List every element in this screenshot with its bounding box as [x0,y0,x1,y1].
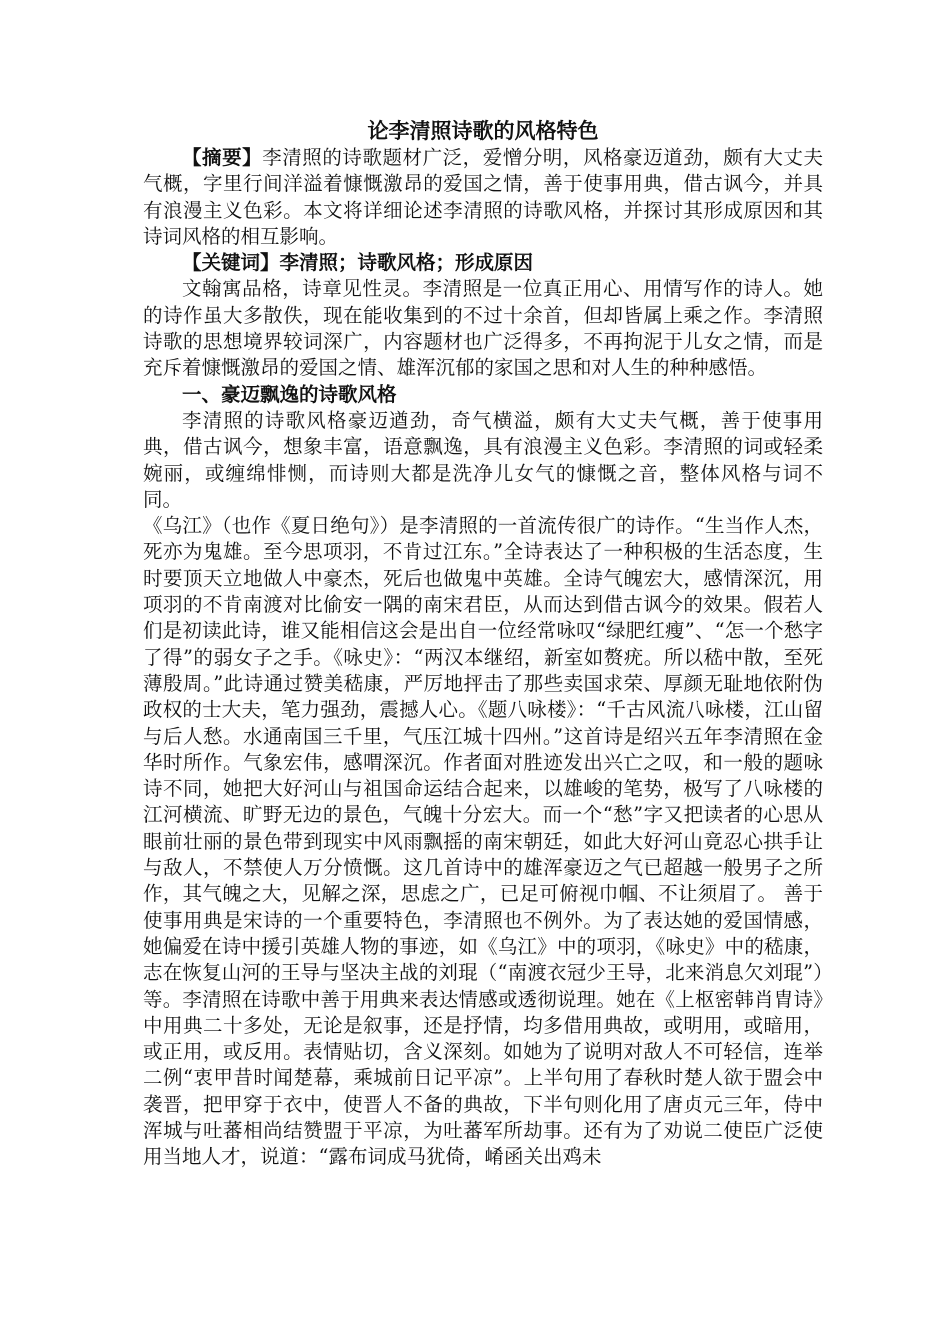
abstract-paragraph [143,145,823,250]
keywords-label: 【关键词】 [182,251,280,275]
keywords-paragraph [143,250,823,276]
body-paragraph: 李清照的诗歌风格豪迈遒劲，奇气横溢，颇有大丈夫气概，善于使事用典，借古讽今，想象丰富，语意飘逸，具有浪漫主义色彩。李清照的词或轻柔婉丽，或缠绵悱恻，而诗则大都是洗净儿女气的慷慨之音，整体风格与词不同。 [143,408,823,511]
intro-paragraph: 文翰寓品格，诗章见性灵。李清照是一位真正用心、用情写作的诗人。她的诗作虽大多散佚，现在能收集到的不过十余首，但却皆属上乘之作。李清照诗歌的思想境界较词深广，内容题材也广泛得多，不再拘泥于儿女之情，而是充斥着慷慨激昂的爱国之情、雄浑沉郁的家国之思和对人生的种种感悟。 [143,277,823,380]
body-paragraph: 《乌江》（也作《夏日绝句》）是李清照的一首流传很广的诗作。“生当作人杰，死亦为鬼雄。至今思项羽，不肯过江东。”全诗表达了一种积极的生活态度，生时要顶天立地做人中豪杰，死后也做鬼中英雄。全诗气魄宏大，感情深沉，用项羽的不肯南渡对比偷安一隅的南宋君臣，从而达到借古讽今的效果。假若人们是初读此诗，谁又能相信这会是出自一位经常咏叹“绿肥红瘦”、“怎一个愁字了得”的弱女子之手。《咏史》：“两汉本继绍，新室如赘疣。所以嵇中散，至死薄殷周。”此诗通过赞美嵇康，严厉地抨击了那些卖国求荣、厚颜无耻地依附伪政权的士大夫，笔力强劲，震撼人心。《题八咏楼》：“千古风流八咏楼，江山留与后人愁。水通南国三千里，气压江城十四州。”这首诗是绍兴五年李清照在金华时所作。气象宏伟，感喟深沉。作者面对胜迹发出兴亡之叹，和一般的题咏诗不同，她把大好河山与祖国命运结合起来，以雄峻的笔势，极写了八咏楼的江河横流、旷野无边的景色，气魄十分宏大。而一个“愁”字又把读者的心思从眼前壮丽的景色带到现实中风雨飘摇的南宋朝廷，如此大好河山竟忍心拱手让与敌人，不禁使人万分愤慨。这几首诗中的雄浑豪迈之气已超越一般男子之所作，其气魄之大，见解之深，思虑之广，已足可俯视巾帼、不让须眉了。 善于使事用典是宋诗的一个重要特色，李清照也不例外。为了表达她的爱国情感，她偏爱在诗中援引英雄人物的事迹，如《乌江》中的项羽，《咏史》中的嵇康，志在恢复山河的王导与坚决主战的刘琨（“南渡衣冠少王导，北来消息欠刘琨”）等。李清照在诗歌中善于用典来表达情感或透彻说理。她在《上枢密韩肖胄诗》中用典二十多处，无论是叙事，还是抒情，均多借用典故，或明用，或暗用，或正用，或反用。表情贴切，含义深刻。如她为了说明对敌人不可轻信，连举二例“衷甲昔时闻楚幕，乘城前日记平凉”。上半句用了春秋时楚人欲于盟会中袭晋，把甲穿于衣中，使晋人不备的典故，下半句则化用了唐贞元三年，侍中浑城与吐蕃相尚结赞盟于平凉，为吐蕃军所劫事。还有为了劝说二使臣广泛使用当地人才，说道：“露布词成马犹倚，崤函关出鸡未 [143,514,823,1169]
document-page [143,117,823,1171]
abstract-text: 李清照的诗歌题材广泛，爱憎分明，风格豪迈道劲，颇有大丈夫气概，字里行间洋溢着慷慨激昂的爱国之情，善于使事用典，借古讽今，并具有浪漫主义色彩。本文将详细论述李清照的诗歌风格，并探讨其形成原因和其诗词风格的相互影响。 [143,146,823,248]
keywords-text: 李清照；诗歌风格；形成原因 [279,251,534,275]
abstract-label: 【摘要】 [182,146,263,169]
page-title: 论李清照诗歌的风格特色 [367,118,599,143]
section-heading: 一、豪迈飘逸的诗歌风格 [182,382,397,406]
